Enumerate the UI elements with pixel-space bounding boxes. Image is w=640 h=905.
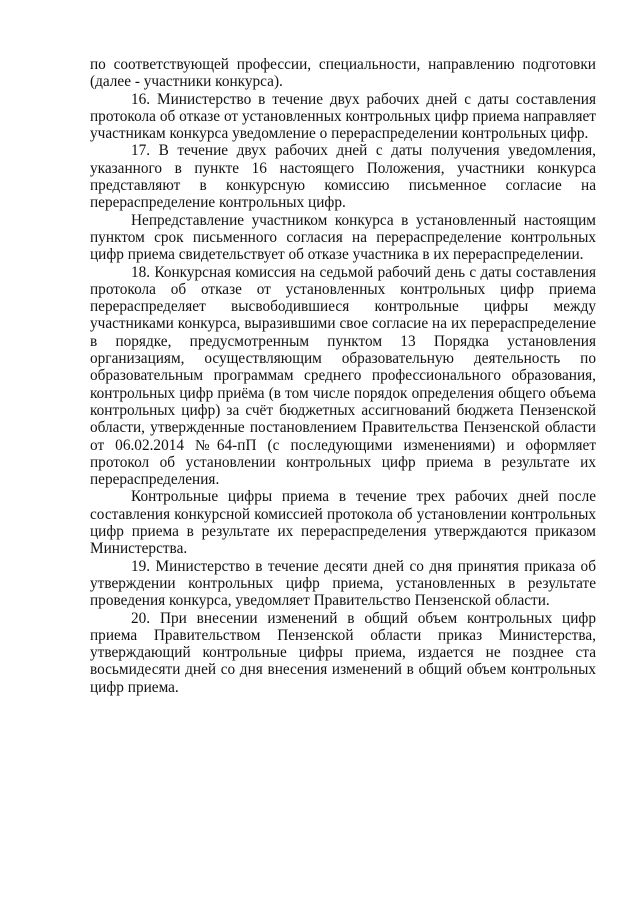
paragraph-item-18: 18. Конкурсная комиссия на седьмой рабочий день с даты составления протокола об отказе от установленных контрольных цифр приема перераспределяет высвободившиеся контрольные цифры между участниками конкурса, выразившими свое согласие на их перераспределение в порядке, предусмотренным пунктом 13 Порядка установления организациям, осуществляющим образовательную деятельность по образовательным программам среднего профессионального образования, контрольных цифр приёма (в том числе порядок определения общего объема контрольных цифр) за счёт бюджетных ассигнований бюджета Пензенской области, утвержденные постановлением Правительства Пензенской области от 06.02.2014 №64-пП (с последующими изменениями) и оформляет протокол об установлении контрольных цифр приема в результате их перераспределения.	[90, 263, 596, 489]
paragraph-item-18-note: Контрольные цифры приема в течение трех рабочих дней после составления конкурсной комиссией протокола об установлении контрольных цифр приема в результате их перераспределения утверждаются приказом Министерства.	[90, 488, 596, 558]
paragraph-item-20: 20. При внесении изменений в общий объем контрольных цифр приема Правительством Пензенской области приказ Министерства, утверждающий контрольные цифры приема, издается не позднее ста восьмидесяти дней со дня внесения изменений в общий объем контрольных цифр приема.	[90, 609, 596, 696]
paragraph-item-17-note: Непредставление участником конкурса в установленный настоящим пунктом срок письменного согласия на перераспределение контрольных цифр приема свидетельствует об отказе участника в их перераспределении.	[90, 211, 596, 264]
paragraph-item-16: 16. Министерство в течение двух рабочих дней с даты составления протокола об отказе от установленных контрольных цифр приема направляет участникам конкурса уведомление о перераспределении контрольных цифр.	[90, 90, 596, 143]
document-body	[90, 56, 596, 696]
paragraph-item-19: 19. Министерство в течение десяти дней со дня принятия приказа об утверждении контрольных цифр приема, установленных в результате проведения конкурса, уведомляет Правительство Пензенской области.	[90, 557, 596, 610]
paragraph-continuation: по соответствующей профессии, специальности, направлению подготовки (далее - участники конкурса).	[90, 56, 596, 91]
paragraph-item-17: 17. В течение двух рабочих дней с даты получения уведомления, указанного в пункте 16 настоящего Положения, участники конкурса представляют в конкурсную комиссию письменное согласие на перераспределение контрольных цифр.	[90, 142, 596, 212]
